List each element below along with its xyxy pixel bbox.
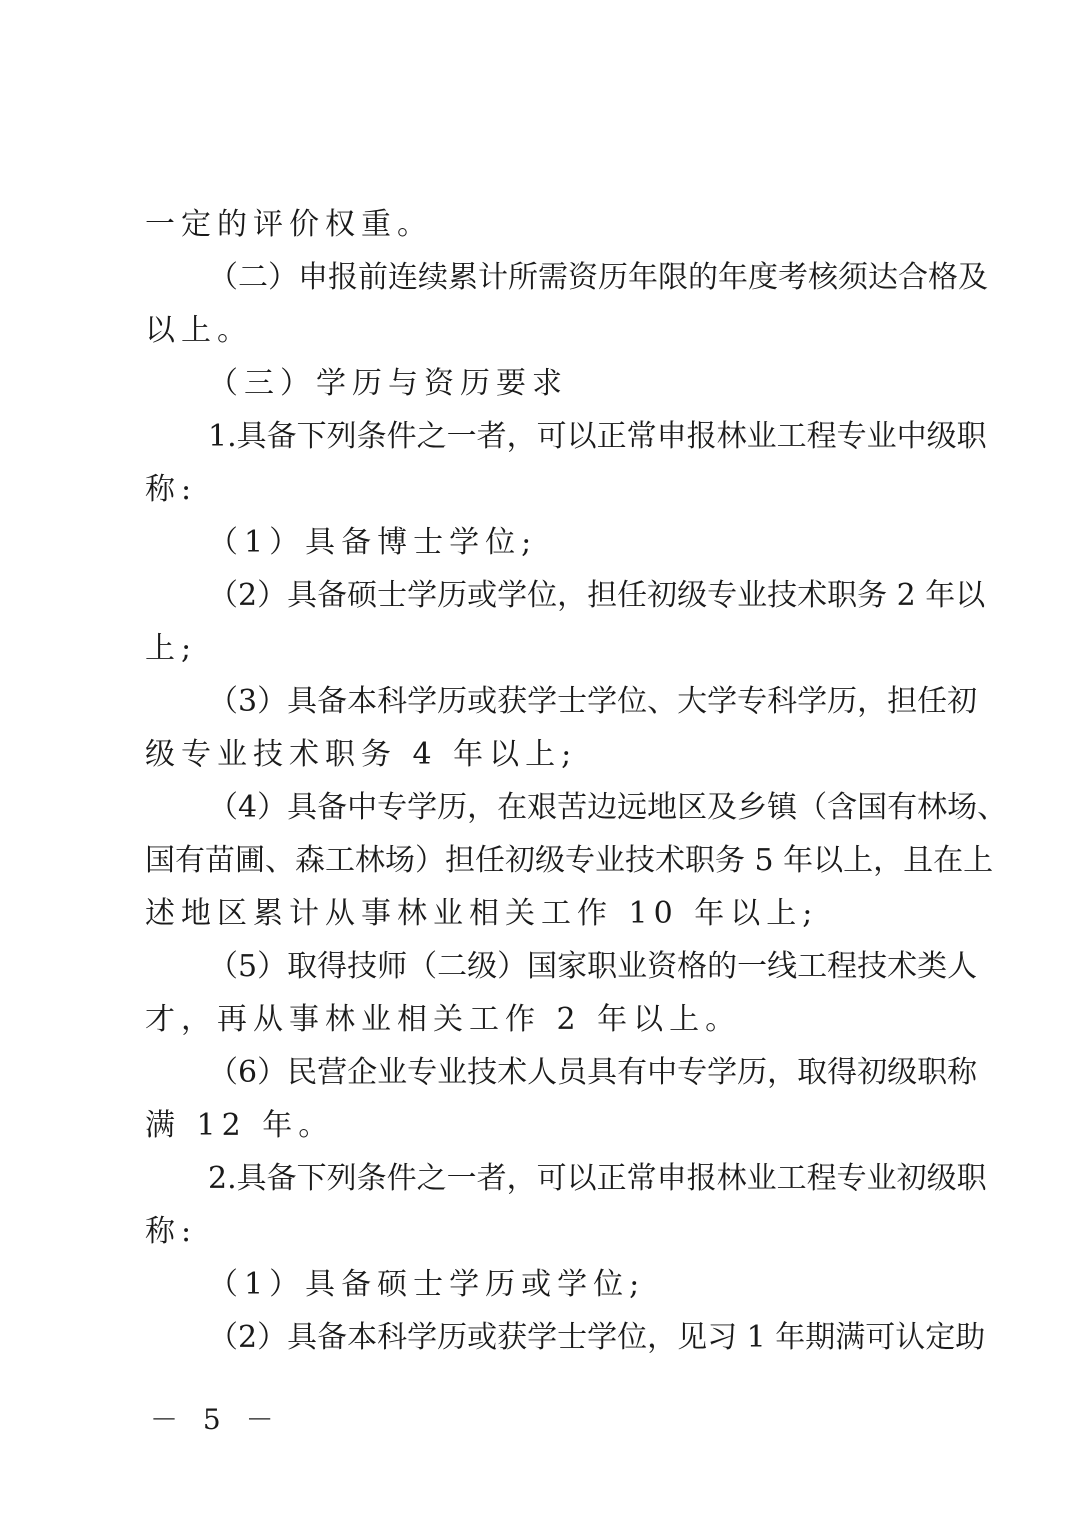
list-item: （5）取得技师（二级）国家职业资格的一线工程技术类人 (208, 949, 978, 984)
list-item: （2）具备本科学历或获学士学位，见习 1 年期满可认定助 (208, 1320, 986, 1355)
list-item: （1）具备博士学位; (208, 525, 538, 560)
text-line: 上; (145, 631, 198, 666)
page-number: － 5 － (150, 1403, 282, 1436)
list-item: （3）具备本科学历或获学士学位、大学专科学历，担任初 (208, 684, 978, 719)
text-line: 级专业技术职务 4 年以上; (145, 737, 578, 772)
text-line: 称: (145, 472, 198, 507)
list-item: （2）具备硕士学历或学位，担任初级专业技术职务 2 年以 (208, 578, 986, 613)
text-line: 以上。 (145, 313, 253, 348)
text-line: 才，再从事林业相关工作 2 年以上。 (145, 1002, 742, 1037)
section-heading: （三）学历与资历要求 (208, 366, 568, 401)
list-item: （4）具备中专学历，在艰苦边远地区及乡镇（含国有林场、 (208, 790, 1008, 825)
list-item: （1）具备硕士学历或学位; (208, 1267, 646, 1302)
text-line: （二）申报前连续累计所需资历年限的年度考核须达合格及 (208, 260, 988, 295)
text-line: 2.具备下列条件之一者，可以正常申报林业工程专业初级职 (208, 1161, 987, 1196)
text-line: 称: (145, 1214, 198, 1249)
text-line: 述地区累计从事林业相关工作 10 年以上; (145, 896, 819, 931)
list-item: （6）民营企业专业技术人员具有中专学历，取得初级职称 (208, 1055, 978, 1090)
text-line: 一定的评价权重。 (145, 207, 433, 242)
text-line: 1.具备下列条件之一者，可以正常申报林业工程专业中级职 (208, 419, 987, 454)
text-line: 满 12 年。 (145, 1108, 335, 1143)
text-line: 国有苗圃、森工林场）担任初级专业技术职务 5 年以上，且在上 (145, 843, 994, 878)
